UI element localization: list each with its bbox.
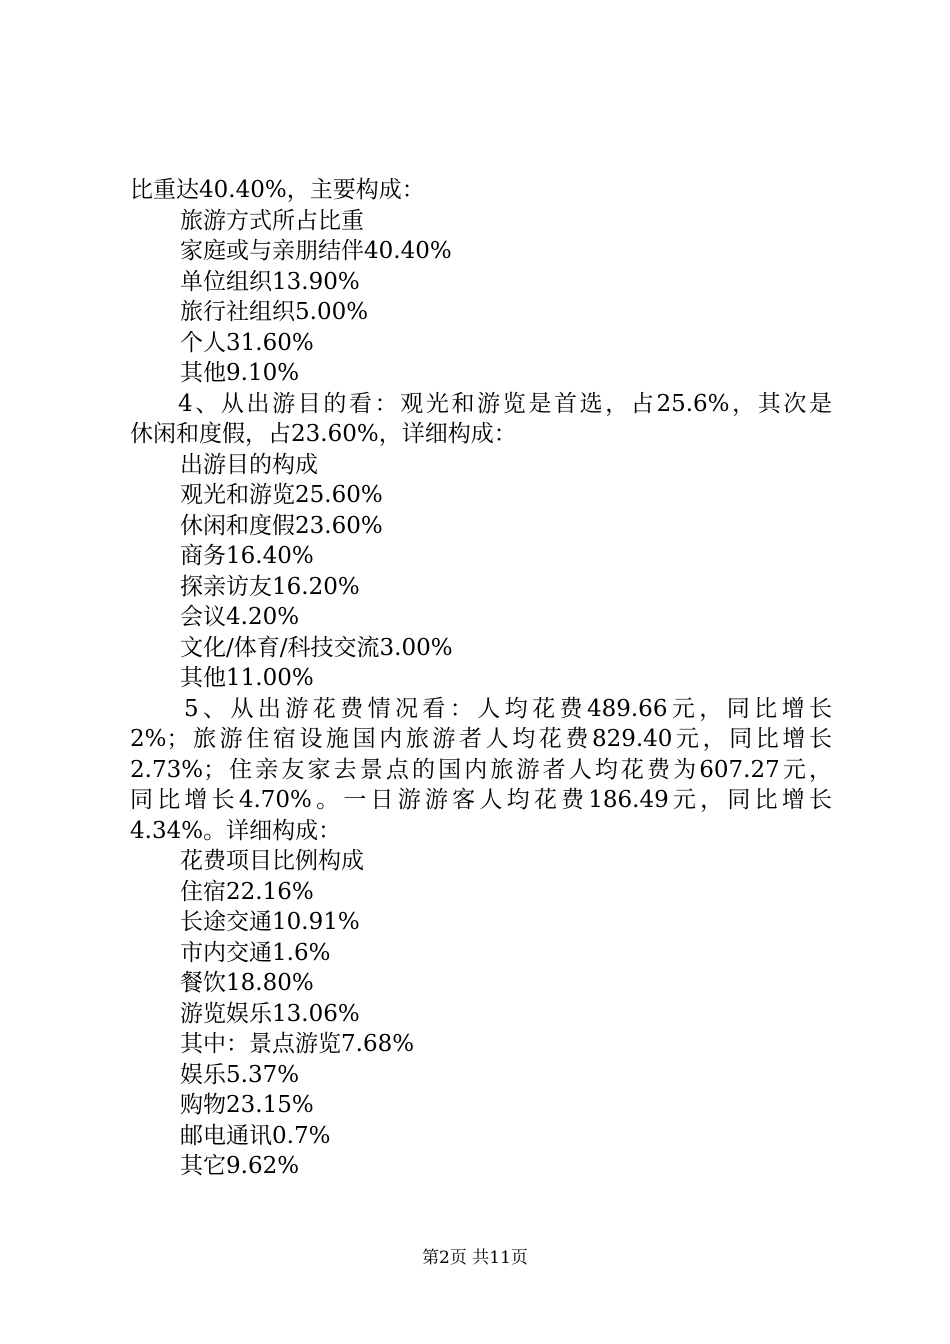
text-line: 单位组织13.90% [180,268,360,295]
text-line: 购物23.15% [180,1092,314,1118]
text-line: 比重达40.40%，主要构成： [130,177,425,203]
text-line: 娱乐5.37% [180,1061,300,1088]
text-line: 餐饮18.80% [180,970,314,996]
paragraph-line: 4、从出游目的看：观光和游览是首选，占25.6%，其次是 [178,390,832,417]
text-line: 其他11.00% [180,665,314,691]
text-line: 游览娱乐13.06% [180,1000,360,1027]
text-line: 旅行社组织5.00% [180,299,369,325]
text-line: 花费项目比例构成 [180,848,364,874]
text-line: 文化/体育/科技交流3.00% [180,634,453,661]
document-body [0,175,950,1182]
text-line: 其他9.10% [180,360,300,386]
text-line: 住宿22.16% [180,878,314,905]
paragraph-line: 2%；旅游住宿设施国内旅游者人均花费829.40元，同比增长 [130,726,832,752]
paragraph-line: 5、从出游花费情况看：人均花费489.66元，同比增长 [184,695,832,722]
paragraph-line: 2.73%；住亲友家去景点的国内旅游者人均花费为607.27元， [130,756,832,783]
text-line: 家庭或与亲朋结伴40.40% [180,238,452,264]
text-line: 个人31.60% [180,329,314,356]
text-line: 长途交通10.91% [180,909,360,935]
text-line: 会议4.20% [180,604,300,630]
paragraph-line: 4.34%。详细构成： [130,817,342,844]
text-line: 休闲和度假23.60% [180,512,383,539]
text-line: 商务16.40% [180,543,314,569]
text-line: 其它9.62% [180,1153,300,1179]
text-line: 其中：景点游览7.68% [180,1031,415,1057]
text-line: 市内交通1.6% [180,939,331,966]
text-line: 旅游方式所占比重 [180,207,364,234]
text-line: 观光和游览25.60% [180,482,383,508]
text-line: 探亲访友16.20% [180,573,360,600]
paragraph-line: 同比增长4.70%。一日游游客人均花费186.49元，同比增长 [130,787,832,813]
text-line: 邮电通讯0.7% [180,1122,331,1149]
text-line: 出游目的构成 [180,451,318,478]
paragraph-line: 休闲和度假，占23.60%，详细构成： [130,421,517,447]
page-footer: 第2页 共11页 [422,1248,528,1268]
